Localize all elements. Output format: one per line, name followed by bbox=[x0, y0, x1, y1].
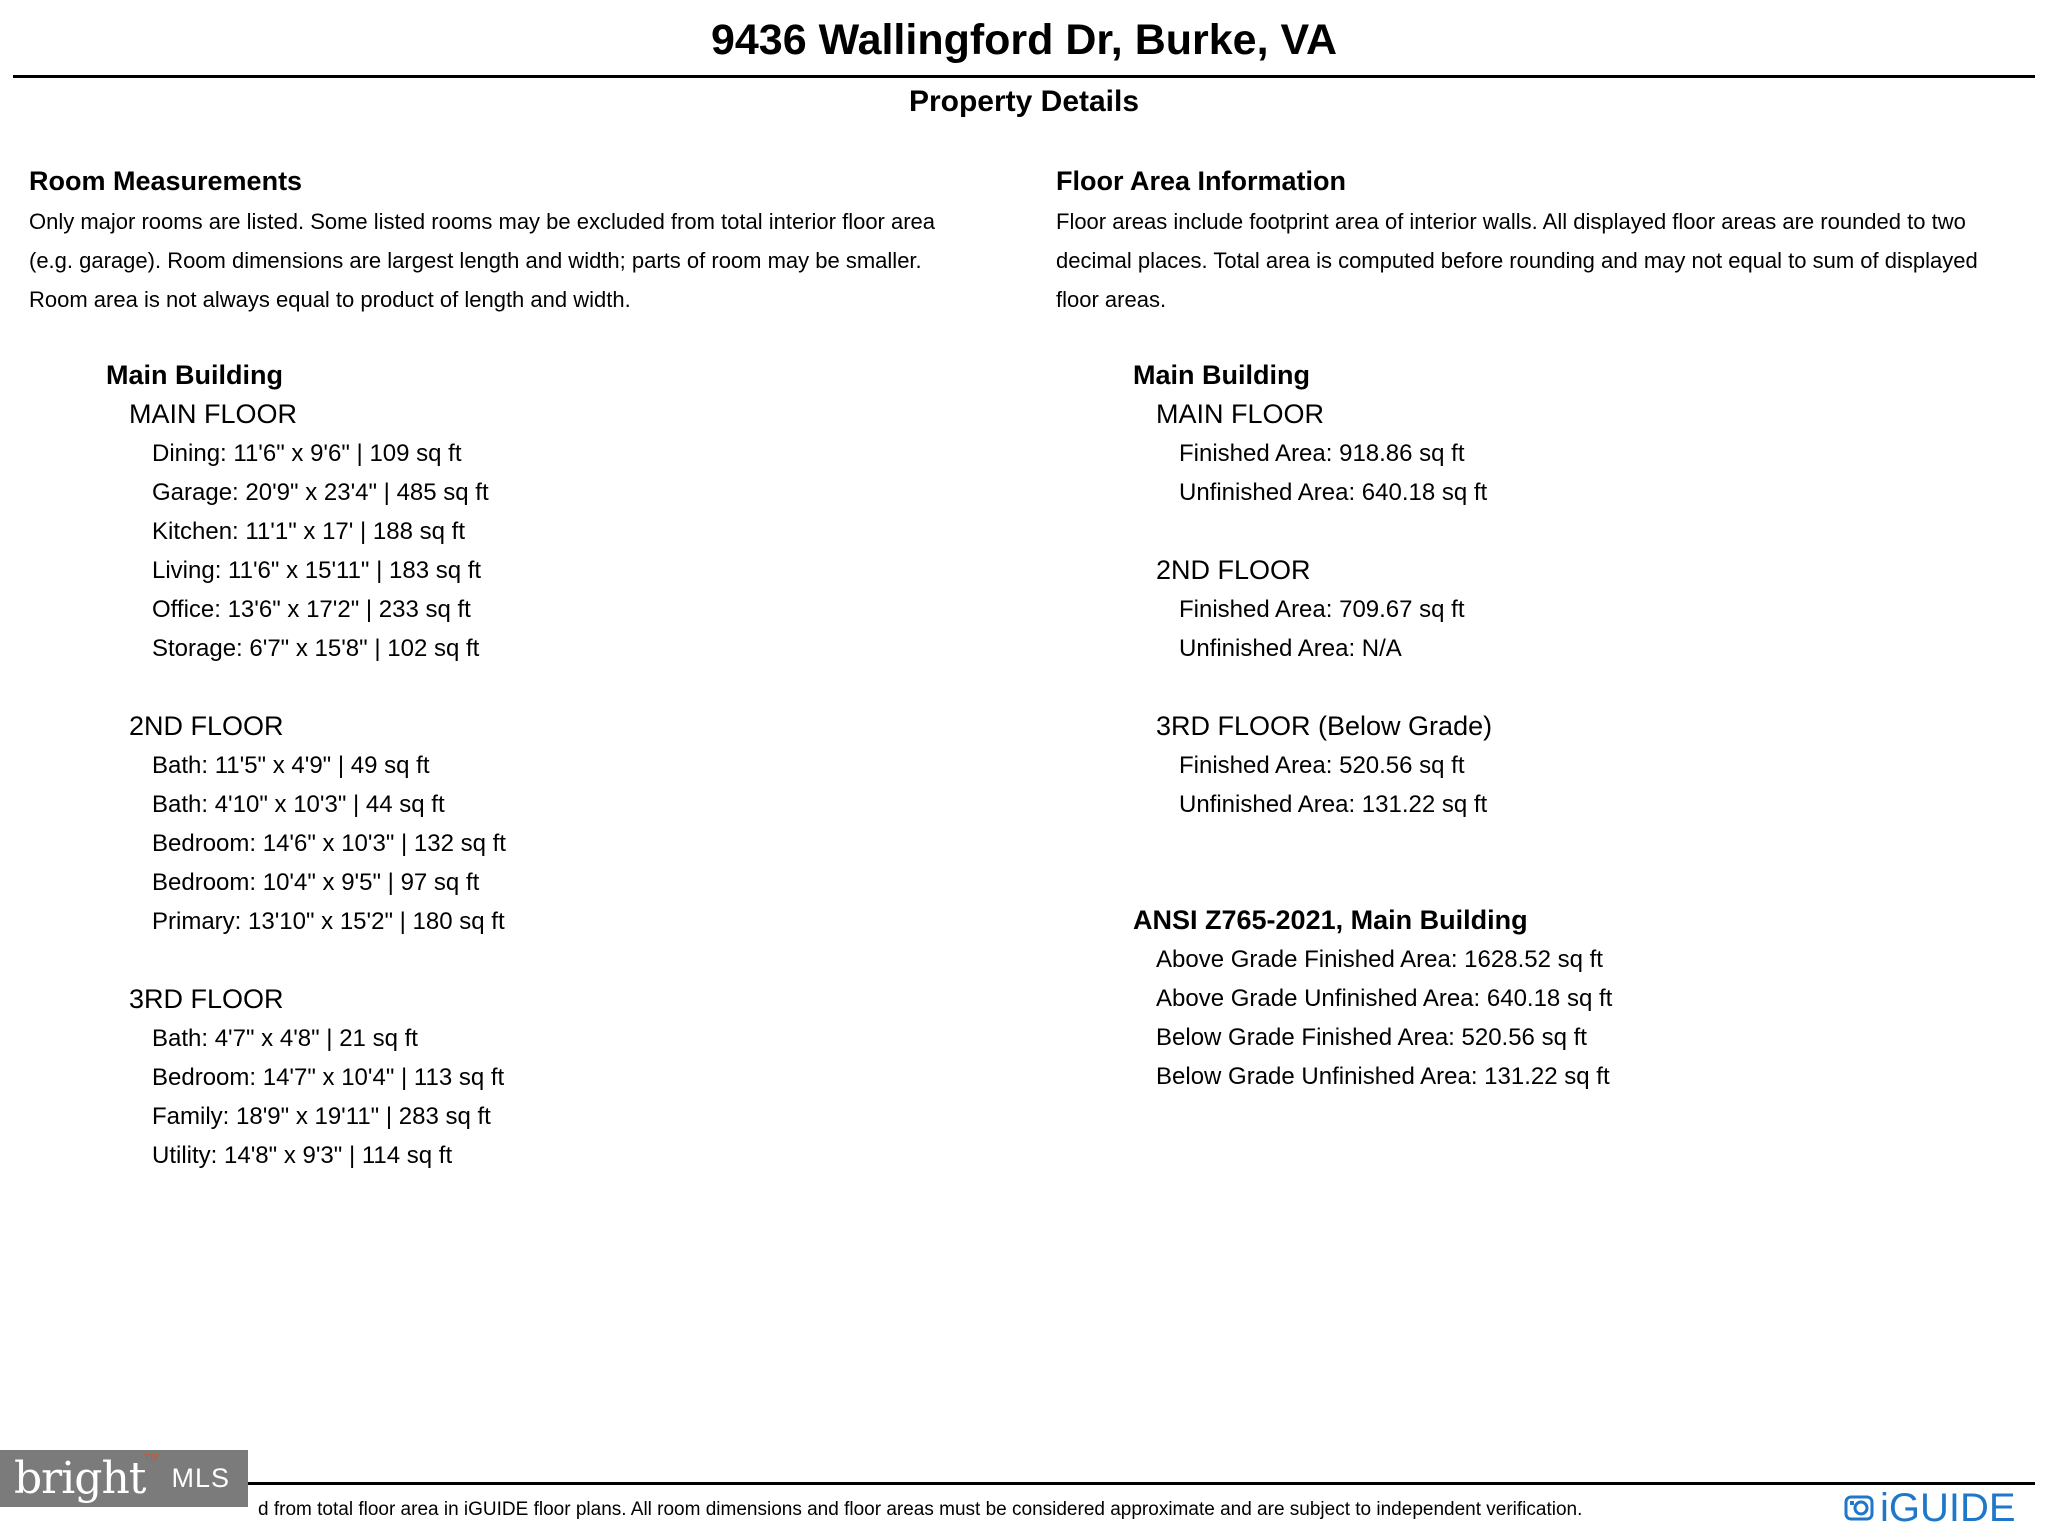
spacer bbox=[106, 668, 1006, 707]
room-item: Living: 11'6" x 15'11" | 183 sq ft bbox=[152, 557, 482, 584]
description-line: (e.g. garage). Room dimensions are largest length and width; parts of room may be smaller. bbox=[29, 248, 922, 273]
unfinished-area: Unfinished Area: 131.22 sq ft bbox=[1179, 791, 1488, 818]
page-title: 9436 Wallingford Dr, Burke, VA bbox=[710, 16, 1338, 64]
finished-area: Finished Area: 918.86 sq ft bbox=[1179, 440, 1465, 467]
room-item: Bedroom: 14'7" x 10'4" | 113 sq ft bbox=[152, 1064, 505, 1091]
page-subtitle: Property Details bbox=[908, 85, 1140, 118]
floor-heading: MAIN FLOOR bbox=[1156, 399, 1325, 429]
floor-heading: MAIN FLOOR bbox=[129, 399, 298, 429]
room-item: Office: 13'6" x 17'2" | 233 sq ft bbox=[152, 596, 471, 623]
header-divider bbox=[13, 75, 2035, 78]
finished-area: Finished Area: 520.56 sq ft bbox=[1179, 752, 1465, 779]
room-item: Bath: 4'7" x 4'8" | 21 sq ft bbox=[152, 1025, 418, 1052]
room-item: Bath: 4'10" x 10'3" | 44 sq ft bbox=[152, 791, 445, 818]
room-item: Garage: 20'9" x 23'4" | 485 sq ft bbox=[152, 479, 489, 506]
bright-logo-trademark: ™ bbox=[143, 1451, 160, 1469]
ansi-summary bbox=[1133, 901, 2033, 1096]
iguide-wordmark: iGUIDE bbox=[1880, 1486, 2016, 1530]
room-item: Family: 18'9" x 19'11" | 283 sq ft bbox=[152, 1103, 491, 1130]
floor-area-list bbox=[1133, 356, 2033, 824]
ansi-line: Above Grade Unfinished Area: 640.18 sq ft bbox=[1156, 985, 1613, 1012]
room-item: Primary: 13'10" x 15'2" | 180 sq ft bbox=[152, 908, 505, 935]
description-line: Only major rooms are listed. Some listed rooms may be excluded from total interior floor area bbox=[29, 209, 936, 234]
room-item: Dining: 11'6" x 9'6" | 109 sq ft bbox=[152, 440, 462, 467]
footer-divider bbox=[248, 1482, 2035, 1485]
unfinished-area: Unfinished Area: N/A bbox=[1179, 635, 1402, 662]
room-item: Utility: 14'8" x 9'3" | 114 sq ft bbox=[152, 1142, 453, 1169]
room-item: Kitchen: 11'1" x 17' | 188 sq ft bbox=[152, 518, 465, 545]
iguide-camera-icon bbox=[1844, 1492, 1874, 1522]
bright-mls-logo bbox=[0, 1450, 248, 1507]
floor-heading: 3RD FLOOR (Below Grade) bbox=[1156, 711, 1493, 741]
ansi-line: Above Grade Finished Area: 1628.52 sq ft bbox=[1156, 946, 1603, 973]
unfinished-area: Unfinished Area: 640.18 sq ft bbox=[1179, 479, 1488, 506]
building-heading: Main Building bbox=[106, 360, 283, 390]
ansi-line: Below Grade Unfinished Area: 131.22 sq ft bbox=[1156, 1063, 1610, 1090]
description-line: decimal places. Total area is computed before rounding and may not equal to sum of displayed bbox=[1056, 248, 1978, 273]
floor-area-heading: Floor Area Information bbox=[1056, 166, 1347, 196]
iguide-logo bbox=[1844, 1486, 2016, 1530]
description-line: floor areas. bbox=[1056, 287, 1167, 312]
bright-logo-mls: MLS bbox=[171, 1463, 230, 1493]
floor-area-description bbox=[1056, 202, 2046, 319]
description-line: Room area is not always equal to product of length and width. bbox=[29, 287, 631, 312]
finished-area: Finished Area: 709.67 sq ft bbox=[1179, 596, 1465, 623]
ansi-line: Below Grade Finished Area: 520.56 sq ft bbox=[1156, 1024, 1587, 1051]
spacer bbox=[1133, 512, 2033, 551]
room-item: Bedroom: 10'4" x 9'5" | 97 sq ft bbox=[152, 869, 480, 896]
room-measurements-section bbox=[29, 162, 1029, 319]
spacer bbox=[106, 941, 1006, 980]
room-measurements-description bbox=[29, 202, 1029, 319]
description-line: Floor areas include footprint area of interior walls. All displayed floor areas are rounded to two bbox=[1056, 209, 1966, 234]
floor-area-section bbox=[1056, 162, 2046, 319]
building-heading: Main Building bbox=[1133, 360, 1310, 390]
footer-disclaimer: d from total floor area in iGUIDE floor plans. All room dimensions and floor areas must be considered approximate and are subject to independent verification. bbox=[258, 1499, 1583, 1520]
ansi-heading: ANSI Z765-2021, Main Building bbox=[1133, 905, 1528, 935]
room-item: Bath: 11'5" x 4'9" | 49 sq ft bbox=[152, 752, 430, 779]
floor-heading: 2ND FLOOR bbox=[129, 711, 284, 741]
floor-heading: 3RD FLOOR bbox=[129, 984, 284, 1014]
bright-logo-word: bright bbox=[14, 1453, 146, 1504]
room-item: Bedroom: 14'6" x 10'3" | 132 sq ft bbox=[152, 830, 506, 857]
room-measurements-heading: Room Measurements bbox=[29, 166, 303, 196]
room-list bbox=[106, 356, 1006, 1175]
spacer bbox=[1133, 668, 2033, 707]
room-item: Storage: 6'7" x 15'8" | 102 sq ft bbox=[152, 635, 480, 662]
floor-heading: 2ND FLOOR bbox=[1156, 555, 1311, 585]
